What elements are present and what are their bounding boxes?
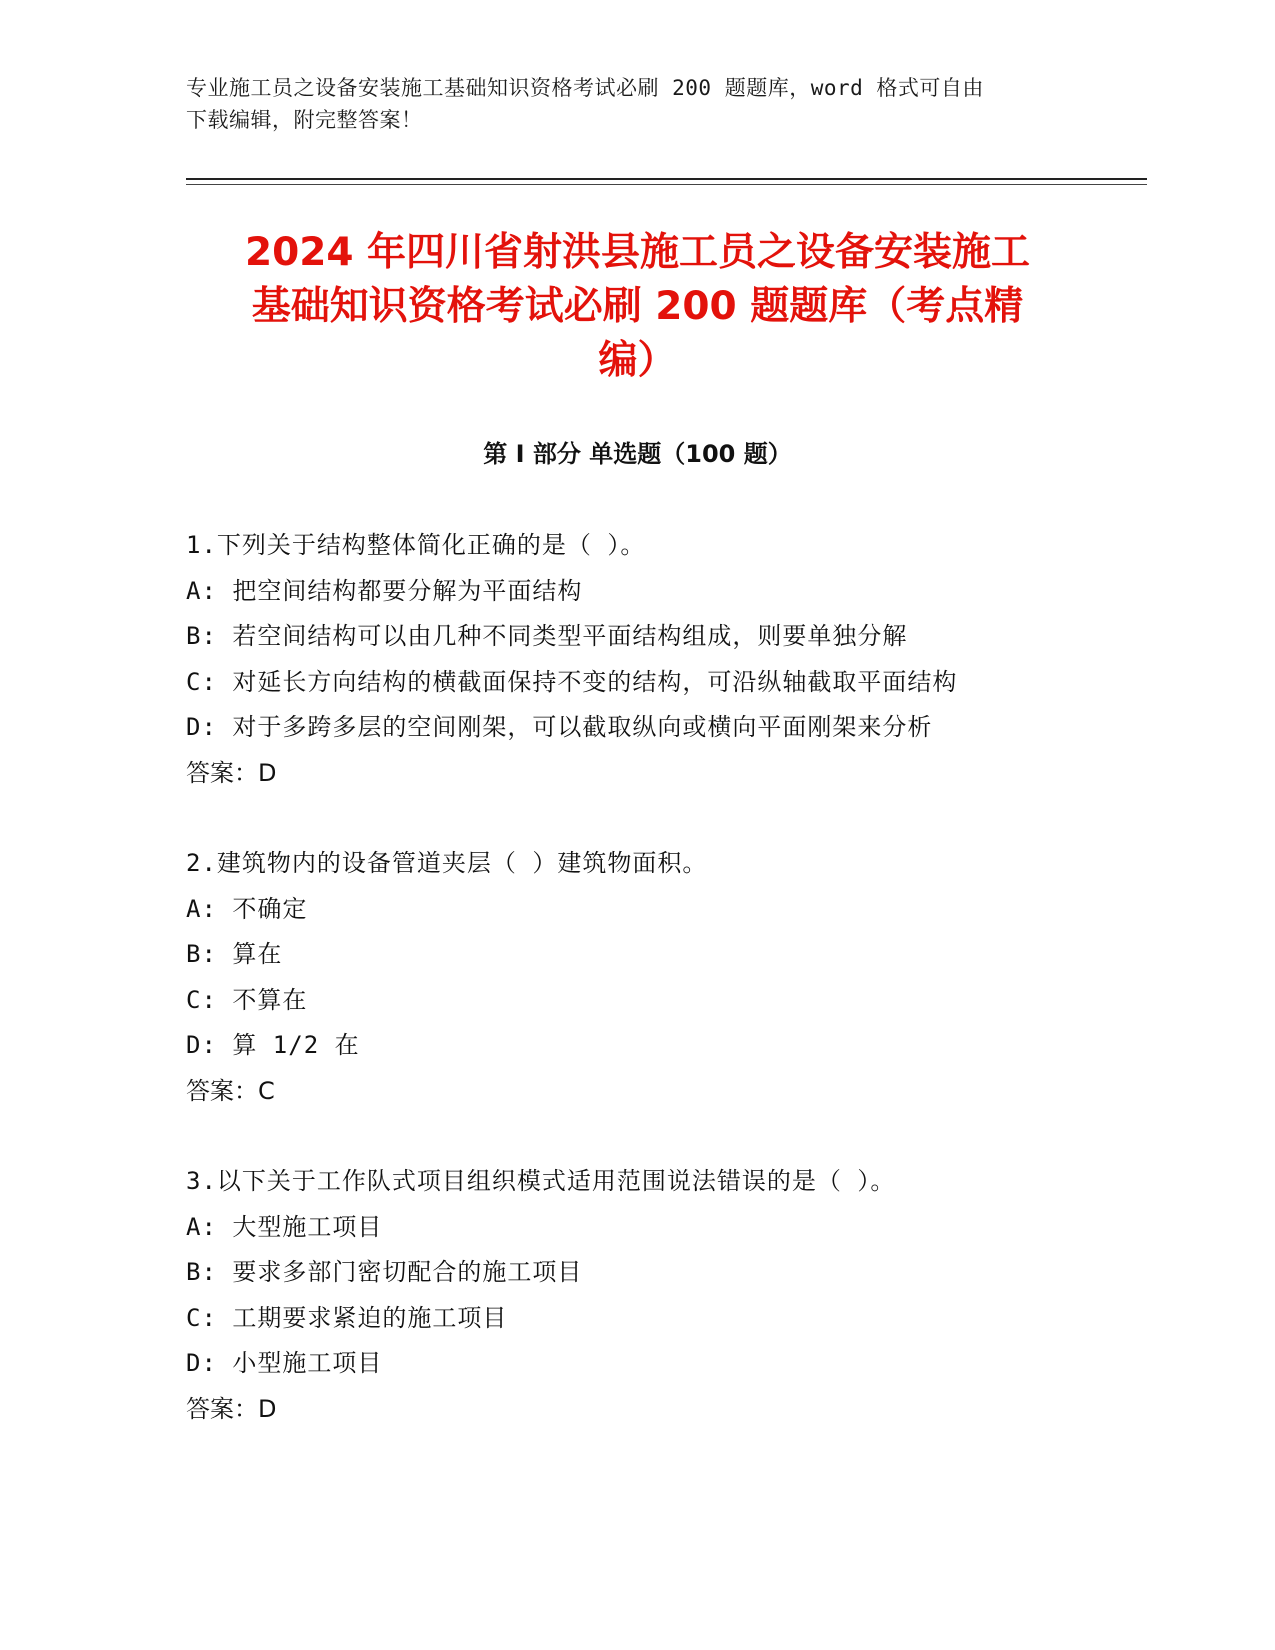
option-b: B: 要求多部门密切配合的施工项目: [186, 1258, 583, 1286]
header-divider-thin: [186, 184, 1147, 185]
document-title-line-2: 基础知识资格考试必刷 200 题题库（考点精: [251, 284, 1024, 329]
question-block: [186, 1159, 1146, 1432]
option-c: C: 不算在: [186, 985, 308, 1014]
option-c: C: 对延长方向结构的横截面保持不变的结构，可沿纵轴截取平面结构: [186, 667, 958, 696]
answer-line: 答案：D: [186, 758, 277, 787]
header-note-line-1: 专业施工员之设备安装施工基础知识资格考试必刷 200 题题库，word 格式可自由: [186, 76, 984, 100]
option-c: C: 工期要求紧迫的施工项目: [186, 1303, 508, 1332]
header-note: [186, 72, 1086, 136]
document-title-line-3: 编）: [598, 338, 677, 383]
answer-line: 答案：C: [186, 1076, 275, 1105]
option-d: D: 对于多跨多层的空间刚架，可以截取纵向或横向平面刚架来分析: [186, 713, 933, 741]
question-stem: 2.建筑物内的设备管道夹层（ ）建筑物面积。: [186, 849, 708, 877]
document-title-line-1: 2024 年四川省射洪县施工员之设备安装施工: [244, 230, 1031, 275]
option-b: B: 若空间结构可以由几种不同类型平面结构组成，则要单独分解: [186, 622, 908, 650]
header-divider-thick: [186, 178, 1147, 180]
question-stem: 3.以下关于工作队式项目组织模式适用范围说法错误的是（ ）。: [186, 1167, 896, 1195]
option-b: B: 算在: [186, 940, 283, 968]
question-block: [186, 523, 1146, 796]
question-stem: 1.下列关于结构整体简化正确的是（ ）。: [186, 531, 646, 559]
section-heading: 第 I 部分 单选题（100 题）: [483, 440, 792, 468]
option-a: A: 大型施工项目: [186, 1212, 383, 1241]
answer-line: 答案：D: [186, 1394, 277, 1423]
document-title: [150, 226, 1125, 388]
option-a: A: 把空间结构都要分解为平面结构: [186, 576, 583, 605]
question-block: [186, 841, 1146, 1114]
option-d: D: 算 1/2 在: [186, 1031, 360, 1059]
option-a: A: 不确定: [186, 894, 308, 923]
option-d: D: 小型施工项目: [186, 1349, 383, 1377]
header-note-line-2: 下载编辑，附完整答案！: [186, 108, 423, 132]
